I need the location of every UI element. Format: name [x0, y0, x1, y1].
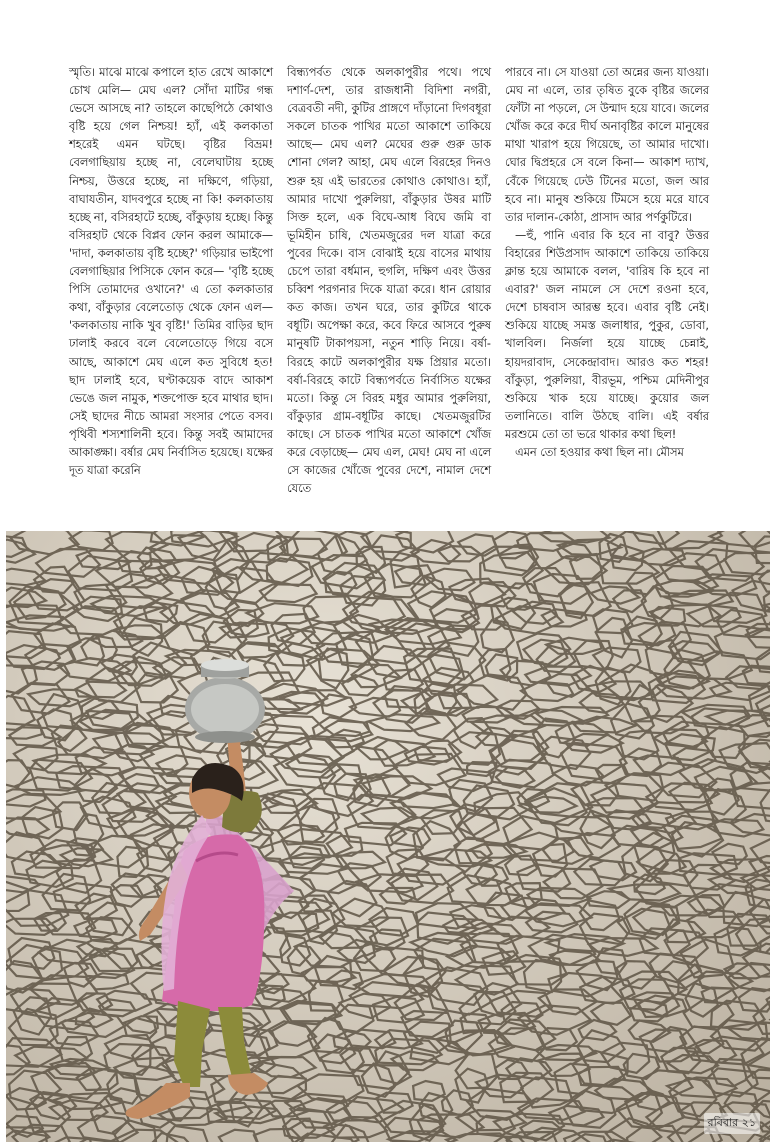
crack-line — [28, 689, 93, 706]
crack-line — [469, 582, 515, 606]
page-folio: রবিবার ২১ — [704, 1113, 760, 1134]
crack-line — [6, 794, 60, 819]
cracked-earth-texture — [6, 531, 770, 1142]
crack-line — [457, 675, 527, 710]
crack-line — [362, 1064, 395, 1097]
crack-line — [325, 721, 370, 736]
crack-line — [283, 1003, 341, 1021]
crack-line — [254, 988, 306, 1008]
crack-line — [449, 780, 492, 812]
crack-line — [710, 683, 770, 700]
crack-line — [6, 890, 68, 926]
crack-line — [334, 1005, 373, 1032]
crack-line — [370, 908, 419, 936]
crack-line — [540, 1028, 577, 1050]
column-1-text: স্মৃতি। মাঝে মাঝে কপালে হাত রেখে আকাশে চোখ মেলি— মেঘ এল? সোঁদা মাটির গন্ধ ভেসে আসছে না? তাহলে কাছেপিঠে কোথাও বৃষ্টি হয়ে গেল নিশ্চয়! হ্যাঁ, এই কলকাতা শহরেই এমন ঘটছে। বৃষ্টির বিভ্রম! বেলগাছিয়ায় হচ্ছে না, বেলেঘাটায় হচ্ছে নিশ্চয়, উত্তরে হচ্ছে, না দক্ষিণে, গড়িয়া, বাঘাযতীন, যাদবপুরে হচ্ছে না কি! কলকাতায় হচ্ছে না, বসিরহাটে হচ্ছে, বাঁকুড়ায় হচ্ছে। কিন্তু বসিরহাট থেকে বিপ্লব ফোন করল আমাকে— 'দাদা, কলকাতায় বৃষ্টি হচ্ছে?' গড়িয়ার ভাইপো বেলগাছিয়ার পিসিকে ফোন করে— 'বৃষ্টি হচ্ছে পিসি তোমাদের ওখানে?' এ তো কলকাতার কথা, বাঁকুড়ার বেলেতোড় থেকে ফোন এল— 'কলকাতায় নাকি খুব বৃষ্টি!' তিমির বাড়ির ছাদ ঢালাই করবে বলে বেলেতোড়ে গিয়ে বসে আছে, আকাশে মেঘ এলে কত সুবিধে হত! ছাদ ঢালাই হবে, ঘণ্টাকয়েক বাদে আকাশ ভেঙে জল নামুক, শক্তপোক্ত হবে মাথার ছাদ। সেই ছাদের নীচে আমরা সংসার পেতে বসব। পৃথিবী শস্যশালিনী হবে। কিন্তু সবই আমাদের আকাঙ্ক্ষা। বর্ষার মেঘ নির্বাসিত হয়েছে। যক্ষের দূত যাত্রা করেনি — [69, 66, 273, 478]
crack-line — [6, 540, 35, 563]
crack-line — [421, 810, 463, 834]
crack-line — [481, 620, 514, 652]
drought-photo — [6, 531, 770, 1142]
article-column-2 — [287, 64, 491, 498]
crack-line — [6, 760, 30, 787]
crack-line — [408, 591, 477, 622]
column-3-paragraph-1: পারবে না। সে যাওয়া তো অন্নের জন্য যাওয়া। মেঘ না এলে, তার তৃষিত বুকে বৃষ্টির জলের ফোঁটা না পড়লে, সে উন্মাদ হয়ে যাবে। জলের খোঁজ করে করে দীর্ঘ অনাবৃষ্টির কালে মানুষের মাথা খারাপ হয়ে গিয়েছে, তা আমার দাখো। ঘোর দ্বিপ্রহরে সে বলে কিনা— আকাশ দ্যাখ, বেঁকে গিয়েছে ঢেউ টিনের মতো, জল আর হবে না। মানুষ শুকিয়ে টিমসে হয়ে মরে যাবে তার দালান-কোঠা, প্রাসাদ আর পর্ণকুটিরে। — [505, 66, 709, 224]
crack-line — [362, 776, 431, 798]
crack-line — [75, 682, 126, 698]
crack-line — [254, 1129, 303, 1142]
crack-line — [207, 1103, 252, 1122]
crack-line — [340, 576, 385, 605]
column-3-paragraph-3: এমন তো হওয়ার কথা ছিল না। মৌসম — [515, 445, 684, 459]
crack-line — [368, 714, 439, 731]
crack-line — [76, 894, 117, 919]
crack-line — [400, 793, 456, 809]
crack-line — [723, 892, 770, 926]
column-3-paragraph-2: —হুঁ, পানি এবার কি হবে না বাবু? উত্তর বিহারের শিউপ্রসাদ আকাশে তাকিয়ে তাকিয়ে ক্লান্ত হয়ে আমাকে বলল, 'বারিষ কি হবে না এবার?' জল নামলে সে দেশে রওনা হবে, দেশে চাষবাস আরম্ভ হবে। এবার বৃষ্টি নেই। শুকিয়ে যাচ্ছে সমস্ত জলাধার, পুকুর, ডোবা, খালবিল। নির্জলা হয়ে যাচ্ছে চেন্নাই, হায়দরাবাদ, সেকেন্দ্রাবাদ। আরও কত শহর! বাঁকুড়া, পুরুলিয়া, বীরভূম, পশ্চিম মেদিনীপুর শুকিয়ে খাক হয়ে যাচ্ছে। কুয়োর জল তলানিতে। বালি উঠছে বালি। এই বর্ষার মরশুমে তো তা ভরে থাকার কথা ছিল! — [505, 228, 709, 441]
crack-line — [219, 1130, 259, 1142]
crack-line — [688, 605, 741, 626]
crack-line — [624, 1054, 660, 1079]
crack-line — [413, 1081, 445, 1101]
crack-line — [6, 1038, 61, 1067]
crack-line — [526, 912, 577, 933]
article-column-1 — [69, 64, 273, 480]
crack-line — [6, 919, 56, 935]
crack-line — [395, 984, 448, 1020]
column-2-text: বিন্ধ্যপর্বত থেকে অলকাপুরীর পথে। পথে দশার্ণ-দেশ, তার রাজধানী বিদিশা নগরী, বেত্রবতী নদী, কুটির প্রাঙ্গণে দাঁড়ানো দিগবধূরা সকলে চাতক পাখির মতো আকাশে তাকিয়ে আছে— মেঘ এল? মেঘের গুরু গুরু ডাক শোনা গেল? আহা, মেঘ এলে বিরহের দিনও শুরু হয় এই ভারতের কোথাও কোথাও। হ্যাঁ, আমার দাখো পুরুলিয়া, বাঁকুড়ার উষর মাটি সিক্ত হলে, এক বিঘে-আধ বিঘে জমি বা ভূমিহীন চাষি, খেতমজুরের দল যাত্রা করে পুবের দিকে। বাস বোঝাই হয়ে বাসের মাথায় চেপে তারা বর্ধমান, হুগলি, দক্ষিণ এবং উত্তর চব্বিশ পরগনার দিকে যাত্রা করে। ধান রোয়ার কত কাজ। তখন ঘরে, তার কুটিরে থাকে বধূটি। অপেক্ষা করে, কবে ফিরে আসবে পুরুষ মানুষটি টাকাপয়সা, নতুন শাড়ি নিয়ে। বর্ষা-বিরহে কাটে অলকাপুরীর যক্ষ প্রিয়ার মতো। বর্ষা-বিরহে কাটে বিন্ধ্যপর্বতে নির্বাসিত যক্ষের মতো। কিন্তু সে বিরহ মধুর আমার পুরুলিয়া, বাঁকুড়ার গ্রাম-বধূটির কাছে। খেতমজুরটির কাছে। সে চাতক পাখির মতো আকাশে খোঁজ করে বেড়াচ্ছে— মেঘ এল, মেঘ! মেঘ না এলে সে কাজের খোঁজে পুবের দেশে, নামাল দেশে যেতে — [287, 66, 491, 496]
crack-line — [14, 747, 58, 771]
crack-line — [480, 649, 511, 678]
crack-line — [657, 531, 722, 549]
crack-line — [22, 807, 63, 838]
article-column-3 — [505, 64, 709, 462]
